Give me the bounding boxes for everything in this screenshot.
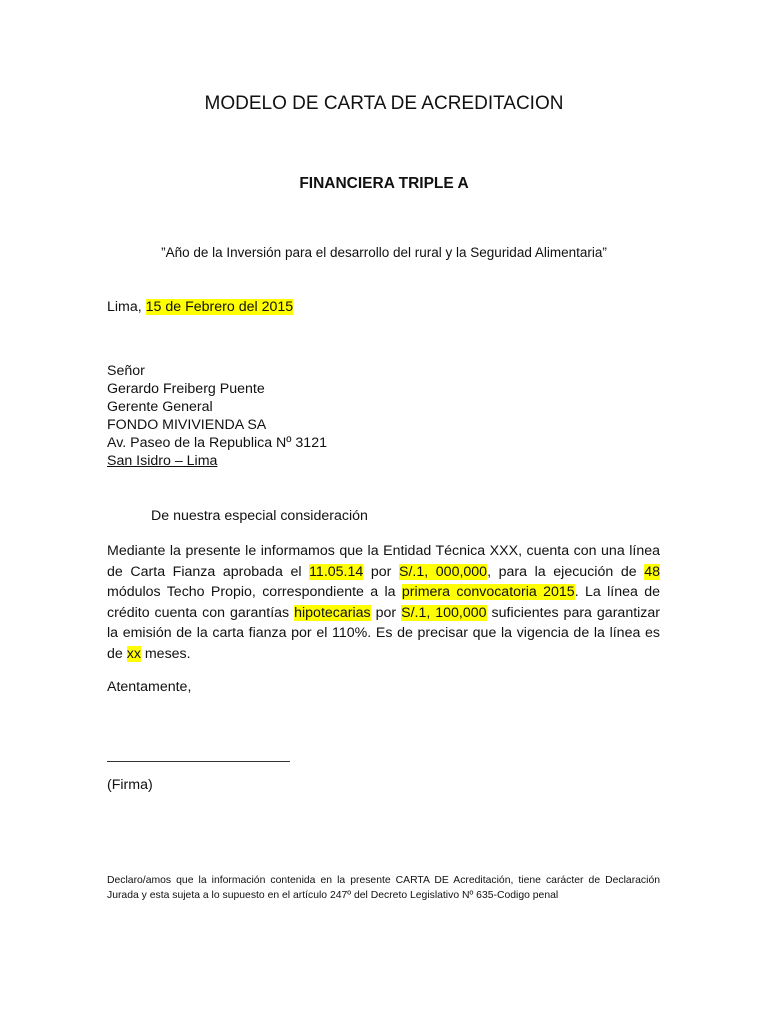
sworn-declaration: Declaro/amos que la información contenida en la presente CARTA DE Acreditación, tiene carácter de Declaración Jurada y esta sujeta a lo supuesto en el artículo 247º del Decreto Legislativo Nº 635-Codigo penal: [107, 875, 660, 901]
date-line: [107, 298, 293, 318]
recipient-organization: FONDO MIVIVIENDA SA: [107, 417, 267, 433]
recipient-name: Gerardo Freiberg Puente: [107, 381, 265, 397]
date-value: 15 de Febrero del 2015: [145, 299, 294, 315]
guarantee-amount: S/.1, 100,000: [401, 604, 487, 621]
recipient-salutation: Señor: [107, 363, 145, 379]
paragraph-text: por: [363, 563, 399, 580]
paragraph-text: módulos Techo Propio, correspondiente a la: [107, 584, 402, 600]
bond-amount: S/.1, 000,000: [399, 563, 488, 580]
paragraph-text: . La línea de crédito cuenta con garantías: [107, 584, 660, 621]
recipient-address: Av. Paseo de la Republica Nº 3121: [107, 435, 327, 451]
paragraph-text: meses.: [140, 645, 191, 662]
date-place: Lima,: [107, 299, 146, 315]
document-subtitle: FINANCIERA TRIPLE A: [299, 175, 469, 192]
signature-label: (Firma): [107, 777, 153, 793]
recipient-block: [107, 362, 327, 470]
greeting: De nuestra especial consideración: [151, 508, 368, 524]
paragraph-text: Mediante la presente le informamos que la Entidad Técnica XXX, cuenta con una línea de Carta Fianza aprobada el: [107, 543, 660, 580]
module-count: 48: [644, 563, 660, 580]
validity-months: xx: [126, 645, 141, 662]
signature-line: [107, 761, 290, 762]
recipient-city-row: [107, 452, 327, 470]
recipient-position: Gerente General: [107, 399, 213, 415]
closing: Atentamente,: [107, 679, 192, 695]
document-title: MODELO DE CARTA DE ACREDITACION: [204, 93, 564, 114]
approval-date: 11.05.14: [309, 563, 364, 580]
paragraph-text: suficientes para garantizar la emisión de la carta fianza por el 110%. Es de precisar que la vigencia de la línea es de: [107, 604, 661, 662]
paragraph-text: por: [370, 604, 402, 621]
year-motto: ”Año de la Inversión para el desarrollo del rural y la Seguridad Alimentaria”: [161, 245, 607, 260]
call-name: primera convocatoria 2015: [401, 584, 575, 600]
paragraph-text: , para la ejecución de: [487, 563, 645, 580]
recipient-city: San Isidro – Lima: [107, 453, 218, 469]
guarantee-type: hipotecarias: [294, 604, 371, 621]
body-paragraph: [107, 541, 660, 664]
